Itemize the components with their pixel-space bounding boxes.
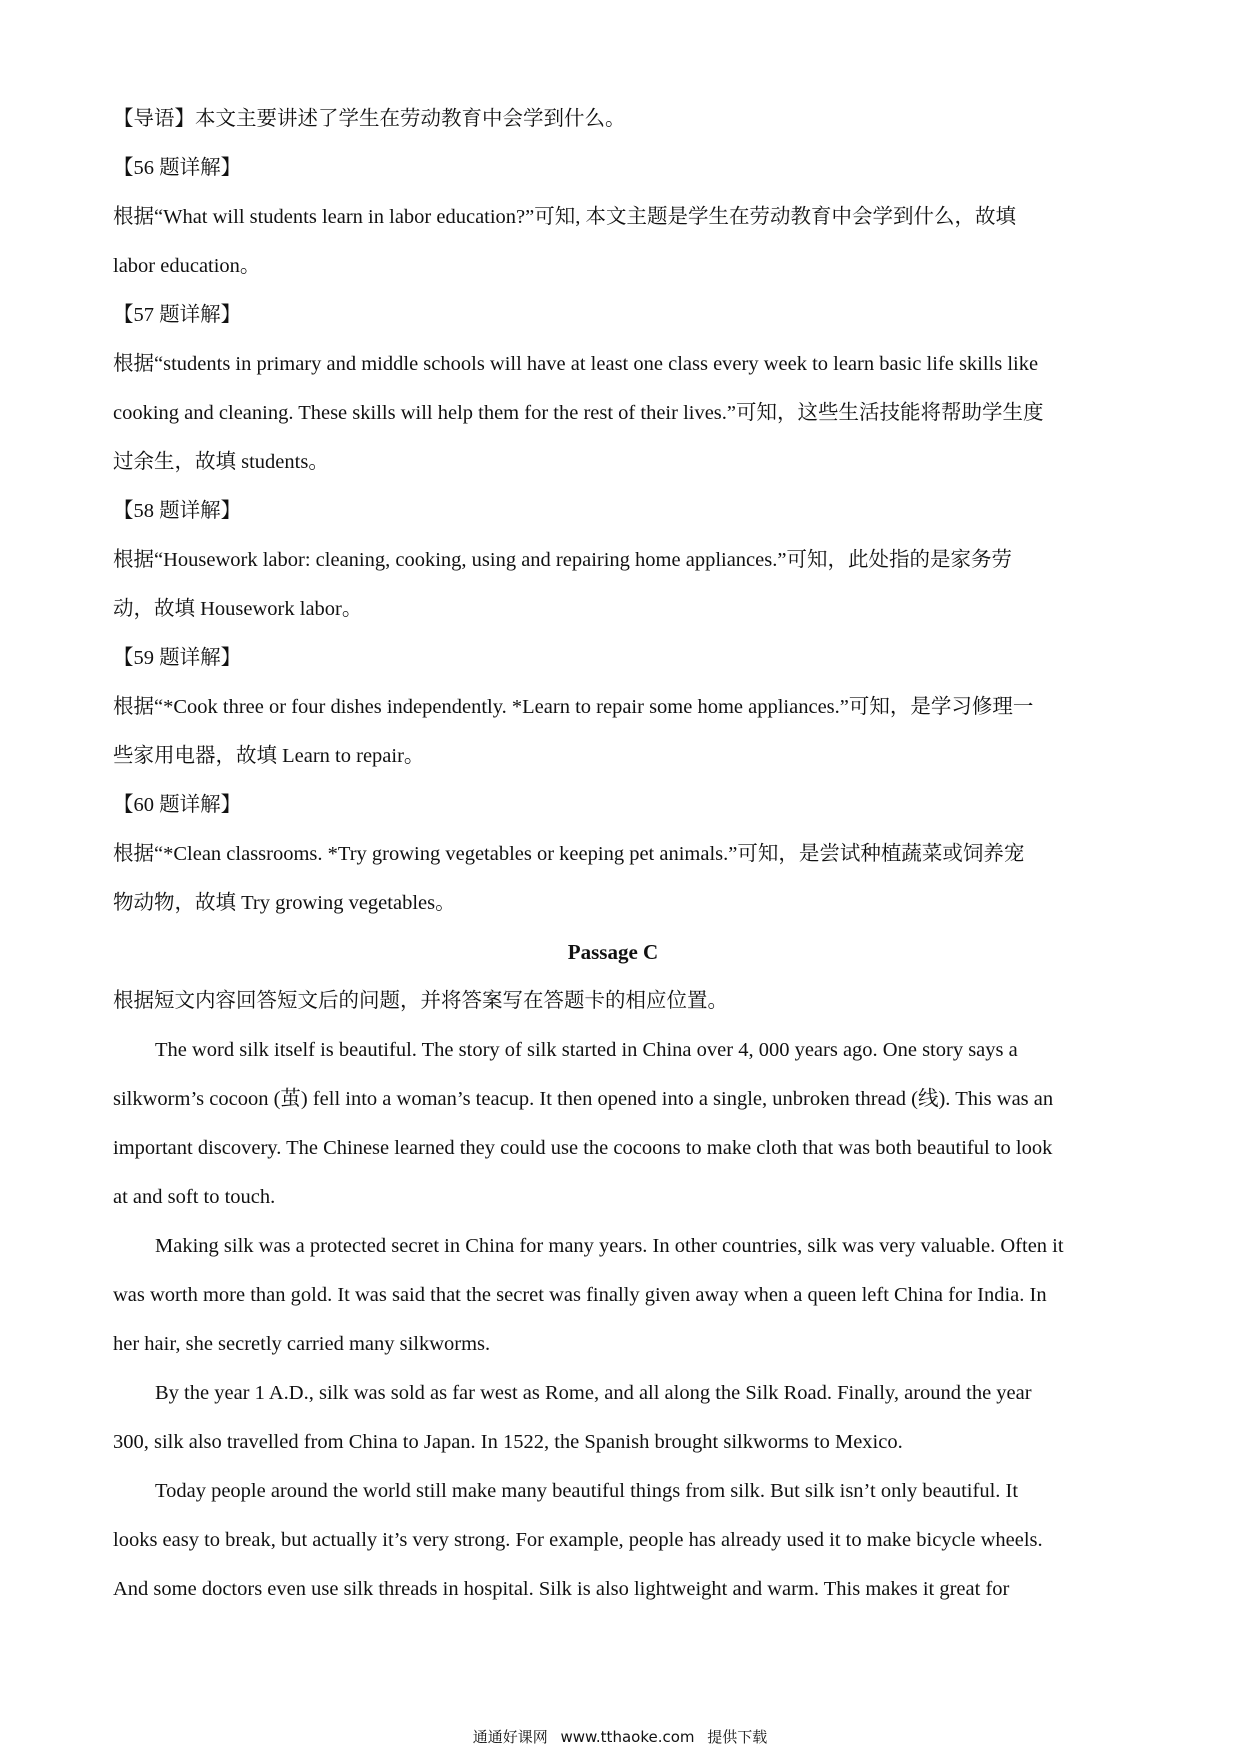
paragraph-line: silkworm’s cocoon (茧) fell into a woman’s teacup. It then opened into a single, unbroken thread (线). This was an: [113, 1088, 1054, 1110]
passage-c: [113, 928, 1133, 1614]
passage-paragraph-1: [113, 1026, 1133, 1222]
paragraph-line: Today people around the world still make many beautiful things from silk. But silk isn’t only beautiful. It: [155, 1480, 1019, 1502]
footer-suffix: 提供下载: [707, 1728, 768, 1746]
q57-text-line: 过余生，故填 students。: [113, 451, 329, 473]
passage-title: Passage C: [567, 940, 659, 964]
paragraph-line: looks easy to break, but actually it’s very strong. For example, people has already used it to make bicycle wheels.: [113, 1529, 1043, 1551]
footer-url[interactable]: www.tthaoke.com: [560, 1728, 695, 1746]
q60-header: 【60 题详解】: [113, 794, 242, 816]
q57-text-line: cooking and cleaning. These skills will help them for the rest of their lives.”可知，这些生活技能将帮助学生度: [113, 402, 1044, 424]
paragraph-line: Making silk was a protected secret in China for many years. In other countries, silk was very valuable. Often it: [155, 1235, 1064, 1257]
q60-text-line: 根据“*Clean classrooms. *Try growing vegetables or keeping pet animals.”可知，是尝试种植蔬菜或饲养宠: [113, 843, 1025, 865]
passage-instruction: 根据短文内容回答短文后的问题，并将答案写在答题卡的相应位置。: [113, 990, 728, 1012]
question-56-explanation: [113, 144, 1133, 291]
paragraph-line: By the year 1 A.D., silk was sold as far west as Rome, and all along the Silk Road. Finally, around the year: [155, 1382, 1032, 1404]
paragraph-line: at and soft to touch.: [113, 1186, 276, 1208]
passage-paragraph-2: [113, 1222, 1133, 1369]
q59-header: 【59 题详解】: [113, 647, 242, 669]
q56-header: 【56 题详解】: [113, 157, 242, 179]
passage-paragraph-4: [113, 1467, 1133, 1614]
q56-text-line: labor education。: [113, 255, 261, 277]
q59-text-line: 些家用电器，故填 Learn to repair。: [113, 745, 425, 767]
guide-intro: 【导语】本文主要讲述了学生在劳动教育中会学到什么。: [113, 108, 626, 130]
paragraph-line: And some doctors even use silk threads in hospital. Silk is also lightweight and warm. This makes it great for: [113, 1578, 1010, 1600]
q60-text-line: 物动物，故填 Try growing vegetables。: [113, 892, 456, 914]
question-57-explanation: [113, 291, 1133, 487]
question-60-explanation: [113, 781, 1133, 928]
paragraph-line: important discovery. The Chinese learned they could use the cocoons to make cloth that was both beautiful to look: [113, 1137, 1053, 1159]
document-page: [113, 95, 1133, 1614]
q57-text-line: 根据“students in primary and middle schools will have at least one class every week to learn basic life skills like: [113, 353, 1039, 375]
q57-header: 【57 题详解】: [113, 304, 242, 326]
page-footer: [0, 1726, 1240, 1747]
paragraph-line: The word silk itself is beautiful. The story of silk started in China over 4, 000 years ago. One story says a: [155, 1039, 1018, 1061]
footer-site-name: 通通好课网: [472, 1728, 548, 1746]
passage-paragraph-3: [113, 1369, 1133, 1467]
paragraph-line: her hair, she secretly carried many silkworms.: [113, 1333, 491, 1355]
q58-header: 【58 题详解】: [113, 500, 242, 522]
q58-text-line: 根据“Housework labor: cleaning, cooking, using and repairing home appliances.”可知，此处指的是家务劳: [113, 549, 1012, 571]
q58-text-line: 动，故填 Housework labor。: [113, 598, 363, 620]
q59-text-line: 根据“*Cook three or four dishes independently. *Learn to repair some home appliances.”可知，是学习修理一: [113, 696, 1034, 718]
paragraph-line: 300, silk also travelled from China to Japan. In 1522, the Spanish brought silkworms to Mexico.: [113, 1431, 903, 1453]
question-59-explanation: [113, 634, 1133, 781]
question-58-explanation: [113, 487, 1133, 634]
q56-text-line: 根据“What will students learn in labor education?”可知, 本文主题是学生在劳动教育中会学到什么，故填: [113, 206, 1016, 228]
paragraph-line: was worth more than gold. It was said that the secret was finally given away when a queen left China for India. In: [113, 1284, 1047, 1306]
